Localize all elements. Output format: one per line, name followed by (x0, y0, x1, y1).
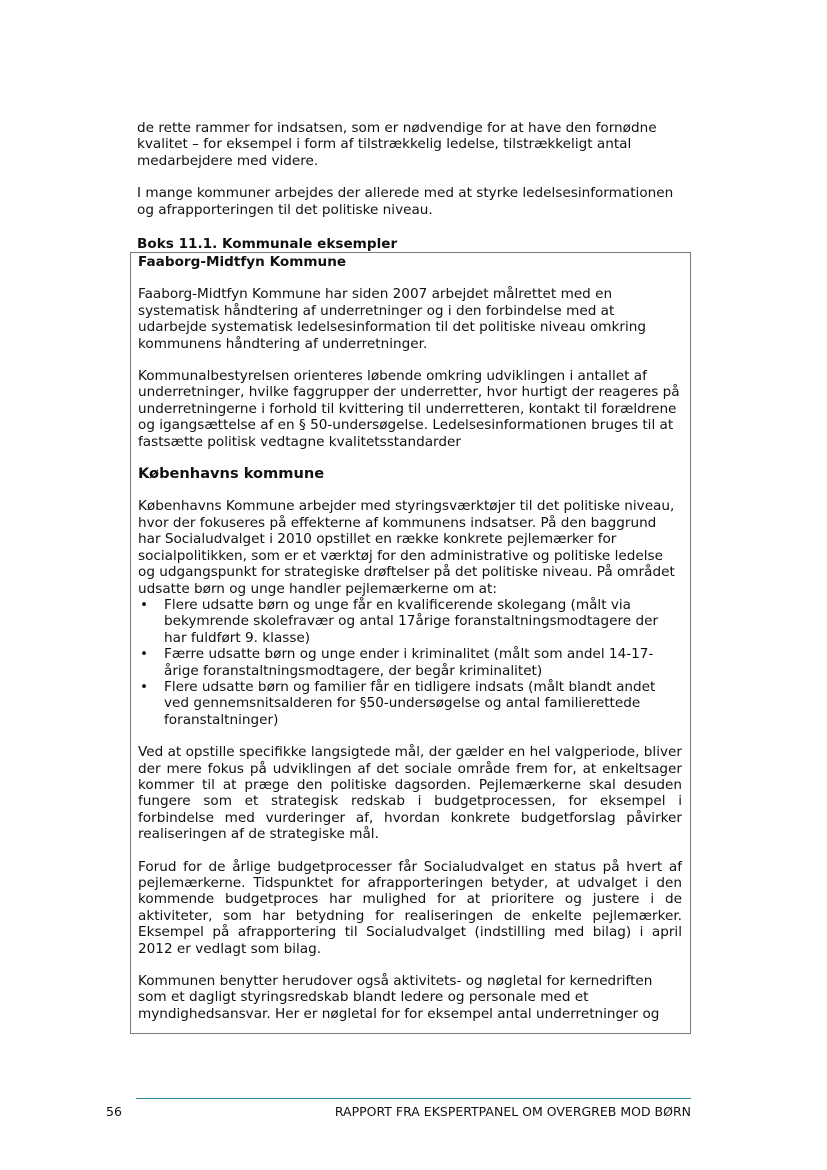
example-box (130, 252, 691, 1034)
footer-report-title: RAPPORT FRA EKSPERTPANEL OM OVERGREB MOD BØRN (334, 1104, 691, 1119)
list-item (138, 597, 682, 646)
bullet-icon: • (140, 646, 149, 663)
bullet-icon: • (140, 678, 149, 695)
body-paragraph: Forud for de årlige budgetprocesser får Socialudvalget en status på hvert af pejlemærkerne. Tidspunktet for afrapporteringen betyder, at udvalget i den kommende budgetproces har mulighed for at prioritere og justere i de aktiviteter, som har betydning for realiseringen de enkelte pejlemærker. Eksempel på afrapportering til Socialudvalget (indstilling med bilag) i april 2012 er vedlagt som bilag. (138, 858, 682, 957)
list-item-text: Flere udsatte børn og unge får en kvalificerende skolegang (målt via bekymrende skolefravær og antal 17årige foranstaltningsmodtagere der har fuldført 9. klasse) (164, 596, 659, 646)
body-paragraph: Kommunalbestyrelsen orienteres løbende omkring udviklingen i antallet af underretninger, hvilke faggrupper der underretter, hvor hurtigt der reageres på underretningerne i forhold til kvittering til underretteren, kontakt til forældrene og igangsættelse af en § 50-undersøgelse. Ledelsesinformationen bruges til at fastsætte politisk vedtagne kvalitetsstandarder (138, 368, 680, 450)
list-item-text: Flere udsatte børn og familier får en tidligere indsats (målt blandt andet ved gennemsnitsalderen for §50-undersøgelse og antal familierettede foranstaltninger) (164, 678, 656, 728)
page-number: 56 (106, 1104, 122, 1119)
section-heading-kobenhavn: Københavns kommune (138, 465, 325, 483)
body-paragraph: Københavns Kommune arbejder med styringsværktøjer til det politiske niveau, hvor der fokuseres på effekterne af kommunens indsatser. På den baggrund har Socialudvalget i 2010 opstillet en række konkrete pejlemærker for socialpolitikken, som er et værktøj for den administrative og politiske ledelse og udgangspunkt for strategiske drøftelser på det politiske niveau. På området udsatte børn og unge handler pejlemærkerne om at: (138, 498, 675, 597)
section-heading-faaborg: Faaborg-Midtfyn Kommune (138, 254, 347, 270)
body-paragraph: Ved at opstille specifikke langsigtede mål, der gælder en hel valgperiode, bliver der mere fokus på udviklingen af det sociale område frem for, at enkeltsager kommer til at præge den politiske dagsorden. Pejlemærkerne skal desuden fungere som et strategisk redskab i budgetprocessen, for eksempel i forbindelse med vurderinger af, hvordan konkrete budgetforslag påvirker realiseringen af de strategiske mål. (138, 744, 682, 843)
box-title: Boks 11.1. Kommunale eksempler (137, 236, 398, 252)
body-paragraph: Kommunen benytter herudover også aktivitets- og nøgletal for kernedriften som et dagligt styringsredskab blandt ledere og personale med et myndighedsansvar. Her er nøgletal for for eksempel antal underretninger og (138, 973, 660, 1022)
bullet-list (138, 597, 682, 728)
body-paragraph: Faaborg-Midtfyn Kommune har siden 2007 arbejdet målrettet med en systematisk håndtering af underretninger og i den forbindelse med at udarbejde systematisk ledelsesinformation til det politiske niveau omkring kommunens håndtering af underretninger. (138, 286, 647, 352)
list-item (138, 646, 682, 679)
list-item-text: Færre udsatte børn og unge ender i kriminalitet (målt som andel 14-17-årige foranstaltningsmodtagere, der begår kriminalitet) (164, 646, 654, 679)
footer-rule (136, 1098, 691, 1099)
list-item (138, 679, 682, 728)
intro-paragraph: I mange kommuner arbejdes der allerede med at styrke ledelsesinformationen og afrapporteringen til det politiske niveau. (137, 185, 674, 218)
intro-paragraph: de rette rammer for indsatsen, som er nødvendige for at have den fornødne kvalitet – for eksempel i form af tilstrækkelig ledelse, tilstrækkeligt antal medarbejdere med videre. (137, 120, 657, 169)
intro-text (137, 120, 693, 234)
bullet-icon: • (140, 596, 149, 613)
